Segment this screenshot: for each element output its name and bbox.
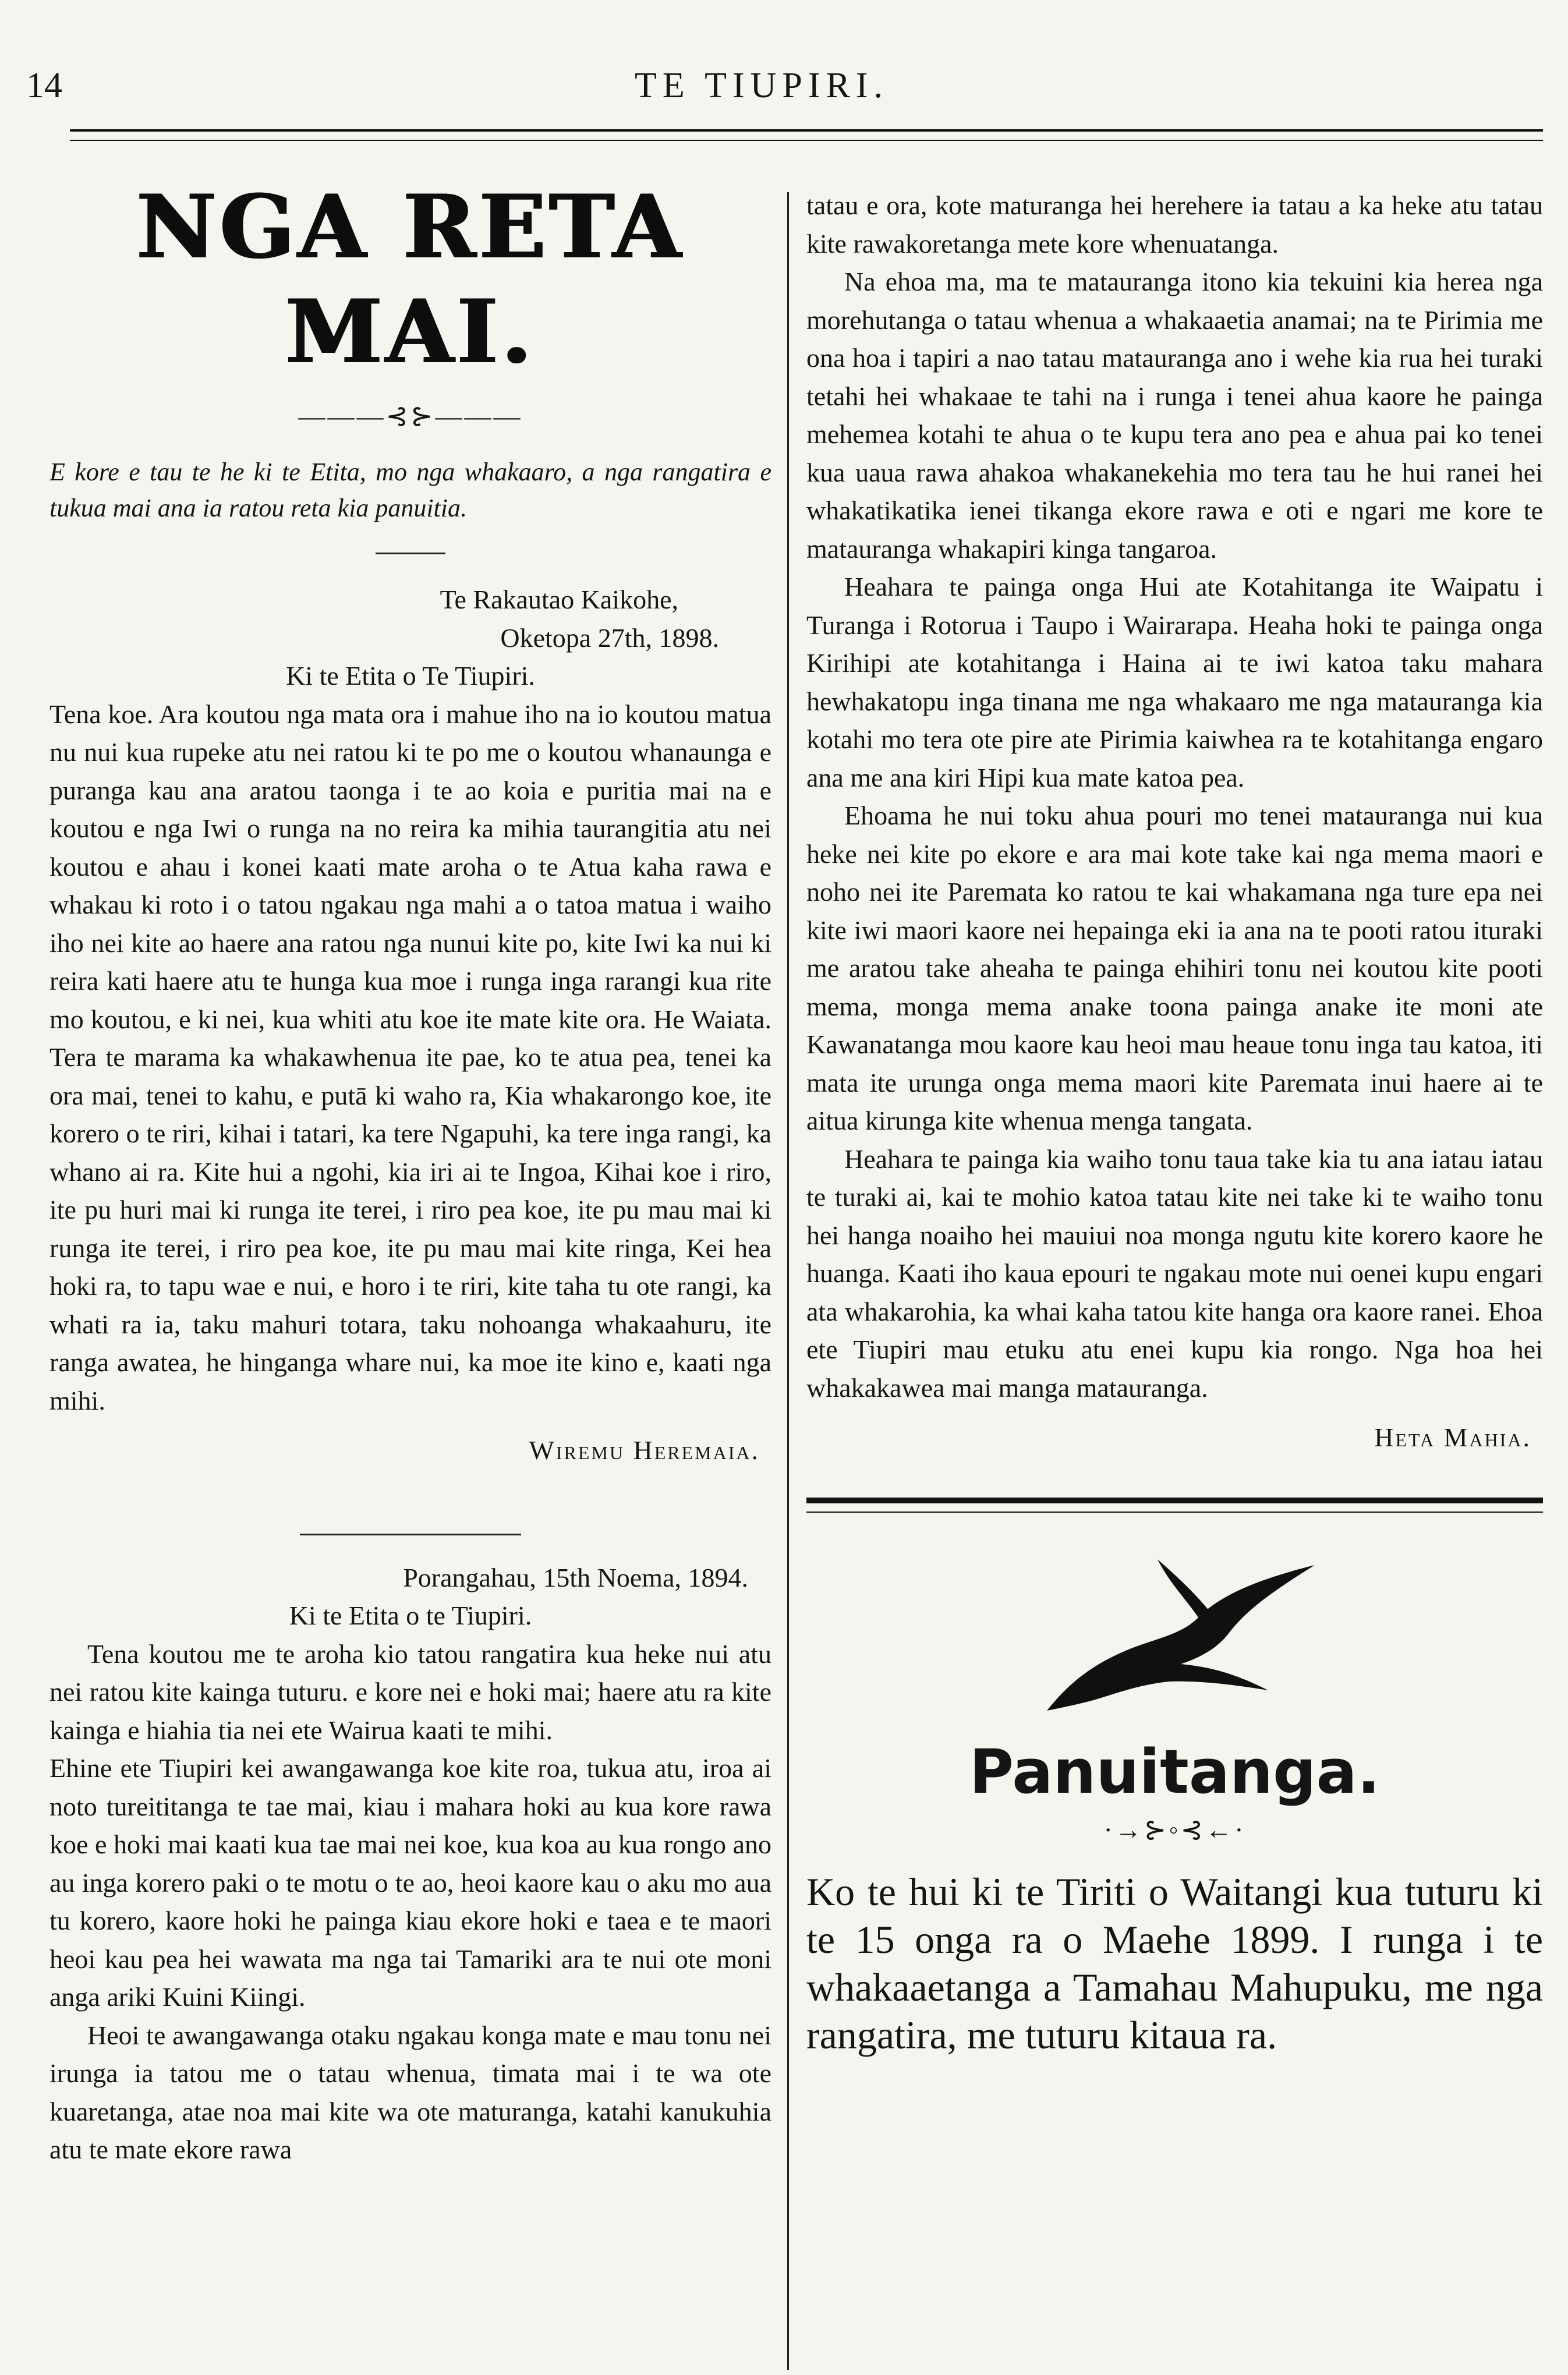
letter-place: Te Rakautao Kaikohe, — [440, 585, 678, 614]
notice-ornament: ·→⊱◦⊰←· — [1103, 1814, 1246, 1845]
letter-paragraph: Heahara te painga onga Hui ate Kotahitanga ite Waipatu i Turanga i Rotorua i Taupo i Wairarapa. Heaha hoki te painga onga Kirihipi ate kotahitanga i Haina ai te iwi katoa taku mahara hewhakatopu inga tinana me nga whakaaro me nga matauranga kia kotahi mo tera ote pire ate Pirimia kaiwhea ra te kotahitanga engaro ana me ana kiri Hipi kua mate katoa pea. — [806, 572, 1543, 792]
letter-paragraph: Heahara te painga kia waiho tonu taua take kia tu ana iatau iatau te turaki ai, kai te mohio katoa tatau kite nei take ki te waiho tonu hei hanga noaiho hei mauiui noa monga ngutu kite korero kaore he huanga. Kaati iho kaua epouri te ngakau mote nui oenei kupu engari ata whakarohia, ka whai kaha tatou kite hanga ora kaore ranei. Ehoa ete Tiupiri mau etuku atu enei kupu kia rongo. Nga hoa hei whakakawea mai manga matauranga. — [806, 1144, 1543, 1403]
letter-divider — [300, 1534, 521, 1535]
right-column — [806, 186, 1543, 2059]
page-number: 14 — [26, 66, 62, 105]
notice-title: Panuitanga. — [969, 1736, 1381, 1807]
notice-rule — [806, 1498, 1543, 1513]
letter-paragraph: Tena koutou me te aroha kio tatou rangatira kua heke nui atu nei ratou kite kainga tuturu. e kore nei e hoki mai; haere atu ra kite kainga e hiahia tia nei ete Wairua kaati te mihi. — [49, 1638, 771, 1745]
letter-body: Tena koe. Ara koutou nga mata ora i mahue iho na io koutou matua nu nui kua rupeke atu nei ratou ki te po me o koutou whanaunga e puranga kau ana aratou taonga i te ao koia e puritia mai na e koutou e nga Iwi o runga na no reira ka mihia taurangitia atu nei koutou e ahau i konei kaati mate aroha o te Atua kaha rawa e whakau ki roto i o tatou ngakau nga mahi a o tatoa matua i waiho iho nei kite ao haere ana ratou nga nunui kite po, kite Iwi ka nui ki reira kati haere atu te hunga kua moe i runga inga rarangi kua rite mo koutou, e ki nei, kua whiti atu koe ite mate kite ora. He Waiata. Tera te marama ka whakawhenua ite pae, ko te atua pea, tenei ka ora mai, tenei to kahu, e putā ki waho ra, Kia whakarongo koe, ite korero o te riri, kihai i tatari, ka tere Ngapuhi, ka tere inga rangi, ka whano ai ra. Kite hui a ngohi, kia iri ai te Ingoa, Kihai koe i riro, ite pu huri mai ki runga ite terei, i riro pea koe, ite pu mau mai ki runga ite terei, i riro pea koe, ite pu mau mai kite ringa, Kei hea hoki ra, to tapu wae e nui, e horo i te riri, kite taha tu ote rangi, ka whati ra ia, taku mahuri totara, taku nohoanga whakaahuru, ite ranga awatea, he hinganga whare nui, ka moe ite kino e, kaati nga mihi. — [49, 699, 771, 1415]
letter-paragraph: Na ehoa ma, ma te matauranga itono kia tekuini kia herea nga morehutanga o tatau whenua a whakaaetia anamai; na te Pirimia me ona hoa i tapiri a nao tatau matauranga ano i wehe kia rua hei turaki tetahi hei whakaae te tahi na i runga i tenei ahua kaore he painga mehemea kotahi te ahua o te kupu tera ano pea e ahua pai ko tenei kua uaua rawa ahakoa whakanekehia mo tera tau he hui ranei hei whakatikatika ienei tikanga ekore rawa e oti e ngari me kore te matauranga whakapiri kinga tangaroa. — [806, 267, 1543, 564]
letter-kaikohe — [49, 581, 771, 1470]
swallow-bird-icon — [1024, 1548, 1326, 1722]
letter-date: Oketopa 27th, 1898. — [500, 622, 719, 653]
letter-paragraph: Ehine ete Tiupiri kei awangawanga koe kite roa, tukua atu, iroa ai noto tureititanga te tae mai, kiau i mahara hoki au kua kore rawa koe e hoki mai kaati kua tae mai nei koe, kua koa au kua rongo ano au inga korero paki o te motu o te ao, heoi kaore kau o aku mo aua tu korero, kaore hoki he painga kiau ekore hoki e taea e te maori heoi kau pea hei wawata ma nga tai Tamariki ara te nui ote moni anga ariki Kuini Kiingi. — [49, 1753, 771, 2012]
editorial-disclaimer: E kore e tau te he ki te Etita, mo nga whakaaro, a nga rangatira e tukua mai ana ia ratou reta kia panuitia. — [49, 458, 771, 522]
section-divider — [376, 553, 445, 554]
column-divider — [787, 192, 789, 2370]
letter-place-date: Porangahau, 15th Noema, 1894. — [403, 1562, 748, 1592]
header-rule — [70, 129, 1543, 141]
letter-signature: Heta Mahia. — [1374, 1422, 1531, 1452]
running-title: TE TIUPIRI. — [635, 66, 889, 105]
letter-paragraph: Ehoama he nui toku ahua pouri mo tenei matauranga nui kua heke nei kite po ekore e ara mai kote take kai nga mema maori e noho nei ite Paremata ko ratou te kai whakamana nga ture epa nei kite iwi maori kaore nei hepainga eki ia ana na te pooti ratou ituraki me aratou take aheaha te painga ehihiri tonu nei koutou kite pooti mema, monga mema anake toona painga anake ite moni ate Kawanatanga mou kaore kau heoi mau heaue tonu inga tau katoa, iti mata ite urunga onga mema maori kite Paremata inui haere ai te aitua kirunga kite whenua menga tangata. — [806, 801, 1543, 1135]
letter-signature: Wiremu Heremaia. — [529, 1435, 760, 1465]
section-headline: NGA RETA MAI. — [136, 176, 685, 383]
left-column — [49, 175, 771, 2169]
notice-body: Ko te hui ki te Tiriti o Waitangi kua tuturu ki te 15 onga ra o Maehe 1899. I runga i te whakaaetanga a Tamahau Mahupuku, me nga rangatira, me tuturu kitaua ra. — [806, 1869, 1543, 2057]
letter-continuation: tatau e ora, kote maturanga hei herehere ia tatau a ka heke atu tatau kite rawakoretanga mete kore whenuatanga. — [806, 190, 1543, 259]
letter-addressee: Ki te Etita o te Tiupiri. — [289, 1601, 532, 1630]
letter-porangahau — [49, 1559, 771, 2169]
headline-ornament: ———⊰⊱——— — [298, 401, 523, 431]
letter-paragraph: Heoi te awangawanga otaku ngakau konga mate e mau tonu nei irunga ia tatou me o tatau whenua, timata mai i te wa ote kuaretanga, atae noa mai kite wa ote maturanga, katahi kanukuhia atu te mate ekore rawa — [49, 2020, 771, 2164]
letter-addressee: Ki te Etita o Te Tiupiri. — [286, 661, 535, 691]
notice — [806, 1548, 1543, 2059]
